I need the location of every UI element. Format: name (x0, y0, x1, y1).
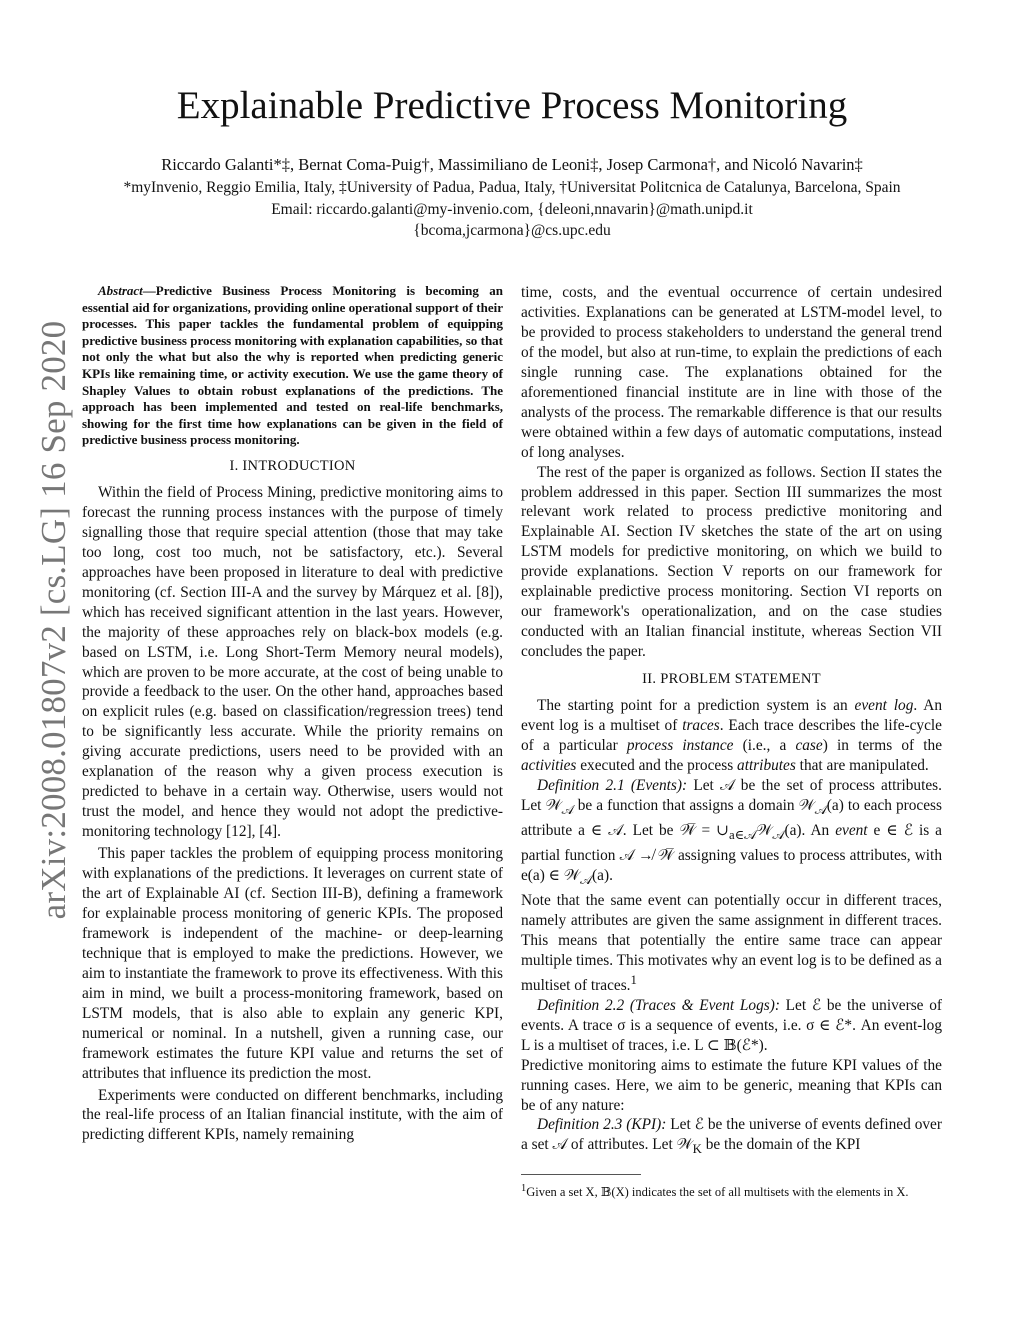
text: (a). An (784, 821, 836, 839)
subscript: 𝒜 (579, 872, 593, 887)
subscript: 𝒜 (814, 802, 827, 817)
section-heading-introduction (82, 457, 503, 475)
text: . An event log is a multiset of (521, 697, 943, 735)
intro-paragraph-2: This paper tackles the problem of equipping process monitoring with explanations of the predictions. It leverages on current state of the art of Explainable AI (cf. Section III-B), defining a framework for explainable process monitoring of generic KPIs. The proposed framework is independent of the machine- or deep-learning technique that is employed to make the predictions. However, we aim to instantiate the framework to prove its effectiveness. With this aim in mind, we built a process-monitoring framework, based on LSTM models, that is also able to explain any generic KPI, numerical or nominal. In a nutshell, given a running case, our framework estimates the future KPI value and returns the set of attributes that influence its prediction the most. (82, 845, 503, 1082)
text: (i.e., a (733, 737, 796, 755)
text: (a). (592, 866, 613, 884)
text: Let ℰ be the universe of events defined over a set 𝒜 of attributes. Let 𝒲 (521, 1116, 942, 1154)
intro-paragraph-1: Within the field of Process Mining, predictive monitoring aims to forecast the running process instances with the purpose of timely signalling those that require special attention (those that may take too long, cost too much, not be satisfactory, etc.). Several approaches have been proposed in literature to deal with predictive monitoring (cf. Section III-A and the survey by Márquez et al. [8]), which has received significant attention in the last years. However, the majority of these approaches rely on black-box models (e.g. based on LSTM, i.e. Long Short-Term Memory neural models), which are proven to be more accurate, at the cost of being unable to provide a feedback to the user. On the other hand, approaches based on explicit rules (e.g. based on classification/regression trees) tend to be significantly less accurate. While the priority remains on giving accurate predictions, users need to be provided with an explanation of the reason why a given process execution is predicted to behave in a certain way. Otherwise, users would not trust the model, and hence they would not adopt the predictive-monitoring technology [12], [4]. (82, 483, 503, 841)
term-process-instance: process instance (626, 737, 734, 755)
text: Let ℰ be the universe of events. A trace σ is a sequence of events, i.e. σ ∈ ℰ*. An event-log L is a multiset of traces, i.e. L ⊂ 𝔹(ℰ*). (521, 996, 942, 1054)
text: Note that the same event can potentially occur in different traces, namely attributes are given the same assignment in different traces. This means that potentially the entire same trace can appear multiple times. This motivates why an event log is to be defined as a multiset of traces. (521, 891, 942, 994)
footnote-divider (521, 1174, 641, 1175)
arxiv-watermark: arXiv:2008.01807v2 [cs.LG] 16 Sep 2020 (34, 320, 73, 920)
email-line-1: Email: riccardo.galanti@my-invenio.com, {deleoni,nnavarin}@math.unipd.it (271, 201, 753, 218)
abstract-label: Abstract (98, 283, 143, 298)
section-heading-problem (521, 670, 942, 688)
text: that are manipulated. (795, 756, 929, 774)
term-case: case (795, 737, 823, 755)
abstract (82, 283, 503, 449)
left-column (82, 283, 503, 1145)
text: be the domain of the KPI (701, 1136, 861, 1154)
intro-paragraph-5: The rest of the paper is organized as follows. Section II states the problem addressed in this paper. Section III summarizes the most relevant work related to process predictive monitoring and Explainable AI. Section IV sketches the state of the art on using LSTM models for predictive monitoring, on which we build to provide explanations. Section V reports on our framework for explainable predictive process monitoring. Section VI reports on our framework's operationalization, and on the case studies conducted with an Italian financial institute, whereas Section VII concludes the paper. (521, 463, 942, 661)
text: 𝒲 (756, 821, 773, 839)
subscript: 𝒜 (772, 827, 785, 842)
text: Let 𝒜 be the set of process attributes. Let 𝒲 (521, 776, 942, 814)
text: e ∈ ℰ is a partial function 𝒜 ↛ 𝒲̅ assigning values to process attributes, with e(a) ∈ 𝒲 (521, 821, 942, 884)
term-attributes: attributes (737, 756, 796, 774)
term-traces: traces (682, 717, 720, 735)
abstract-text: —Predictive Business Process Monitoring is becoming an essential aid for organizations, providing online operational support of their processes. This paper tackles the fundamental problem of equipping predictive business process monitoring with explanation capabilities, so that not only the what but also the why is reported when predicting generic KPIs like remaining time, or activity execution. We use the game theory of Shapley Values to obtain robust explanations of the predictions. The approach has been implemented and tested on real-life benchmarks, showing for the first time how explanations can be given in the field of predictive business process monitoring. (82, 283, 503, 448)
text: . Each trace describes the life-cycle of a particular (521, 717, 942, 755)
text: ) in terms of the (822, 737, 943, 755)
subscript: a∈𝒜 (729, 827, 757, 842)
footnote (521, 1181, 942, 1200)
intro-paragraph-4: time, costs, and the eventual occurrence of certain undesired activities. Explanations can be generated at LSTM-model level, to be provided to process stakeholders to understand the general trend of the model, but also at run-time, to explain the predictions of each single running case. The explanations obtained for the aforementioned financial institute are in line with those of the analysts of the process. The remarkable difference is that our results were obtained within a few days of automatic computations, instead of long analyses. (521, 284, 942, 461)
affiliations: *myInvenio, Reggio Emilia, Italy, ‡University of Padua, Padua, Italy, †Universitat Politcnica de Catalunya, Barcelona, Spain (123, 179, 901, 196)
note-paragraph (521, 891, 942, 996)
definition-label: Definition 2.2 (Traces & Event Logs): (537, 996, 780, 1014)
predictive-paragraph: Predictive monitoring aims to estimate the future KPI values of the running cases. Here, we aim to be generic, meaning that KPIs can be of any nature: (521, 1056, 942, 1114)
right-column (521, 283, 942, 1201)
text: executed and the process (576, 756, 738, 774)
definition-2-1 (521, 776, 942, 891)
text: The starting point for a prediction system is an (537, 697, 855, 715)
email-line-2: {bcoma,jcarmona}@cs.upc.edu (413, 222, 611, 239)
intro-heading-text: I. INTRODUCTION (229, 457, 356, 474)
text: (a) to each process attribute a ∈ 𝒜. Let be 𝒲̅ = ∪ (521, 796, 942, 839)
subscript: 𝒜 (561, 802, 574, 817)
term-activities: activities (521, 756, 577, 774)
definition-2-3 (521, 1115, 942, 1160)
definition-label: Definition 2.3 (KPI): (537, 1116, 667, 1134)
problem-paragraph-1 (521, 696, 942, 776)
footnote-text: Given a set X, 𝔹(X) indicates the set of all multisets with the elements in X. (526, 1185, 909, 1200)
author-list: Riccardo Galanti*‡, Bernat Coma-Puig†, Massimiliano de Leoni‡, Josep Carmona†, and Nicoló Navarin‡ (161, 155, 863, 174)
problem-heading-text: II. PROBLEM STATEMENT (642, 671, 821, 688)
subscript: K (692, 1142, 702, 1157)
definition-2-2 (521, 996, 942, 1056)
definition-label: Definition 2.1 (Events): (537, 776, 688, 794)
footnote-mark: 1 (521, 1183, 527, 1195)
term-event-log: event log (854, 697, 914, 715)
footnote-ref: 1 (630, 972, 637, 987)
text: be a function that assigns a domain 𝒲 (573, 796, 815, 814)
paper-title: Explainable Predictive Process Monitoring (176, 84, 848, 127)
term-event: event (835, 821, 868, 839)
intro-paragraph-3: Experiments were conducted on different benchmarks, including the real-life process of an Italian financial institute, with the aim of predicting different KPIs, namely remaining (82, 1086, 503, 1144)
